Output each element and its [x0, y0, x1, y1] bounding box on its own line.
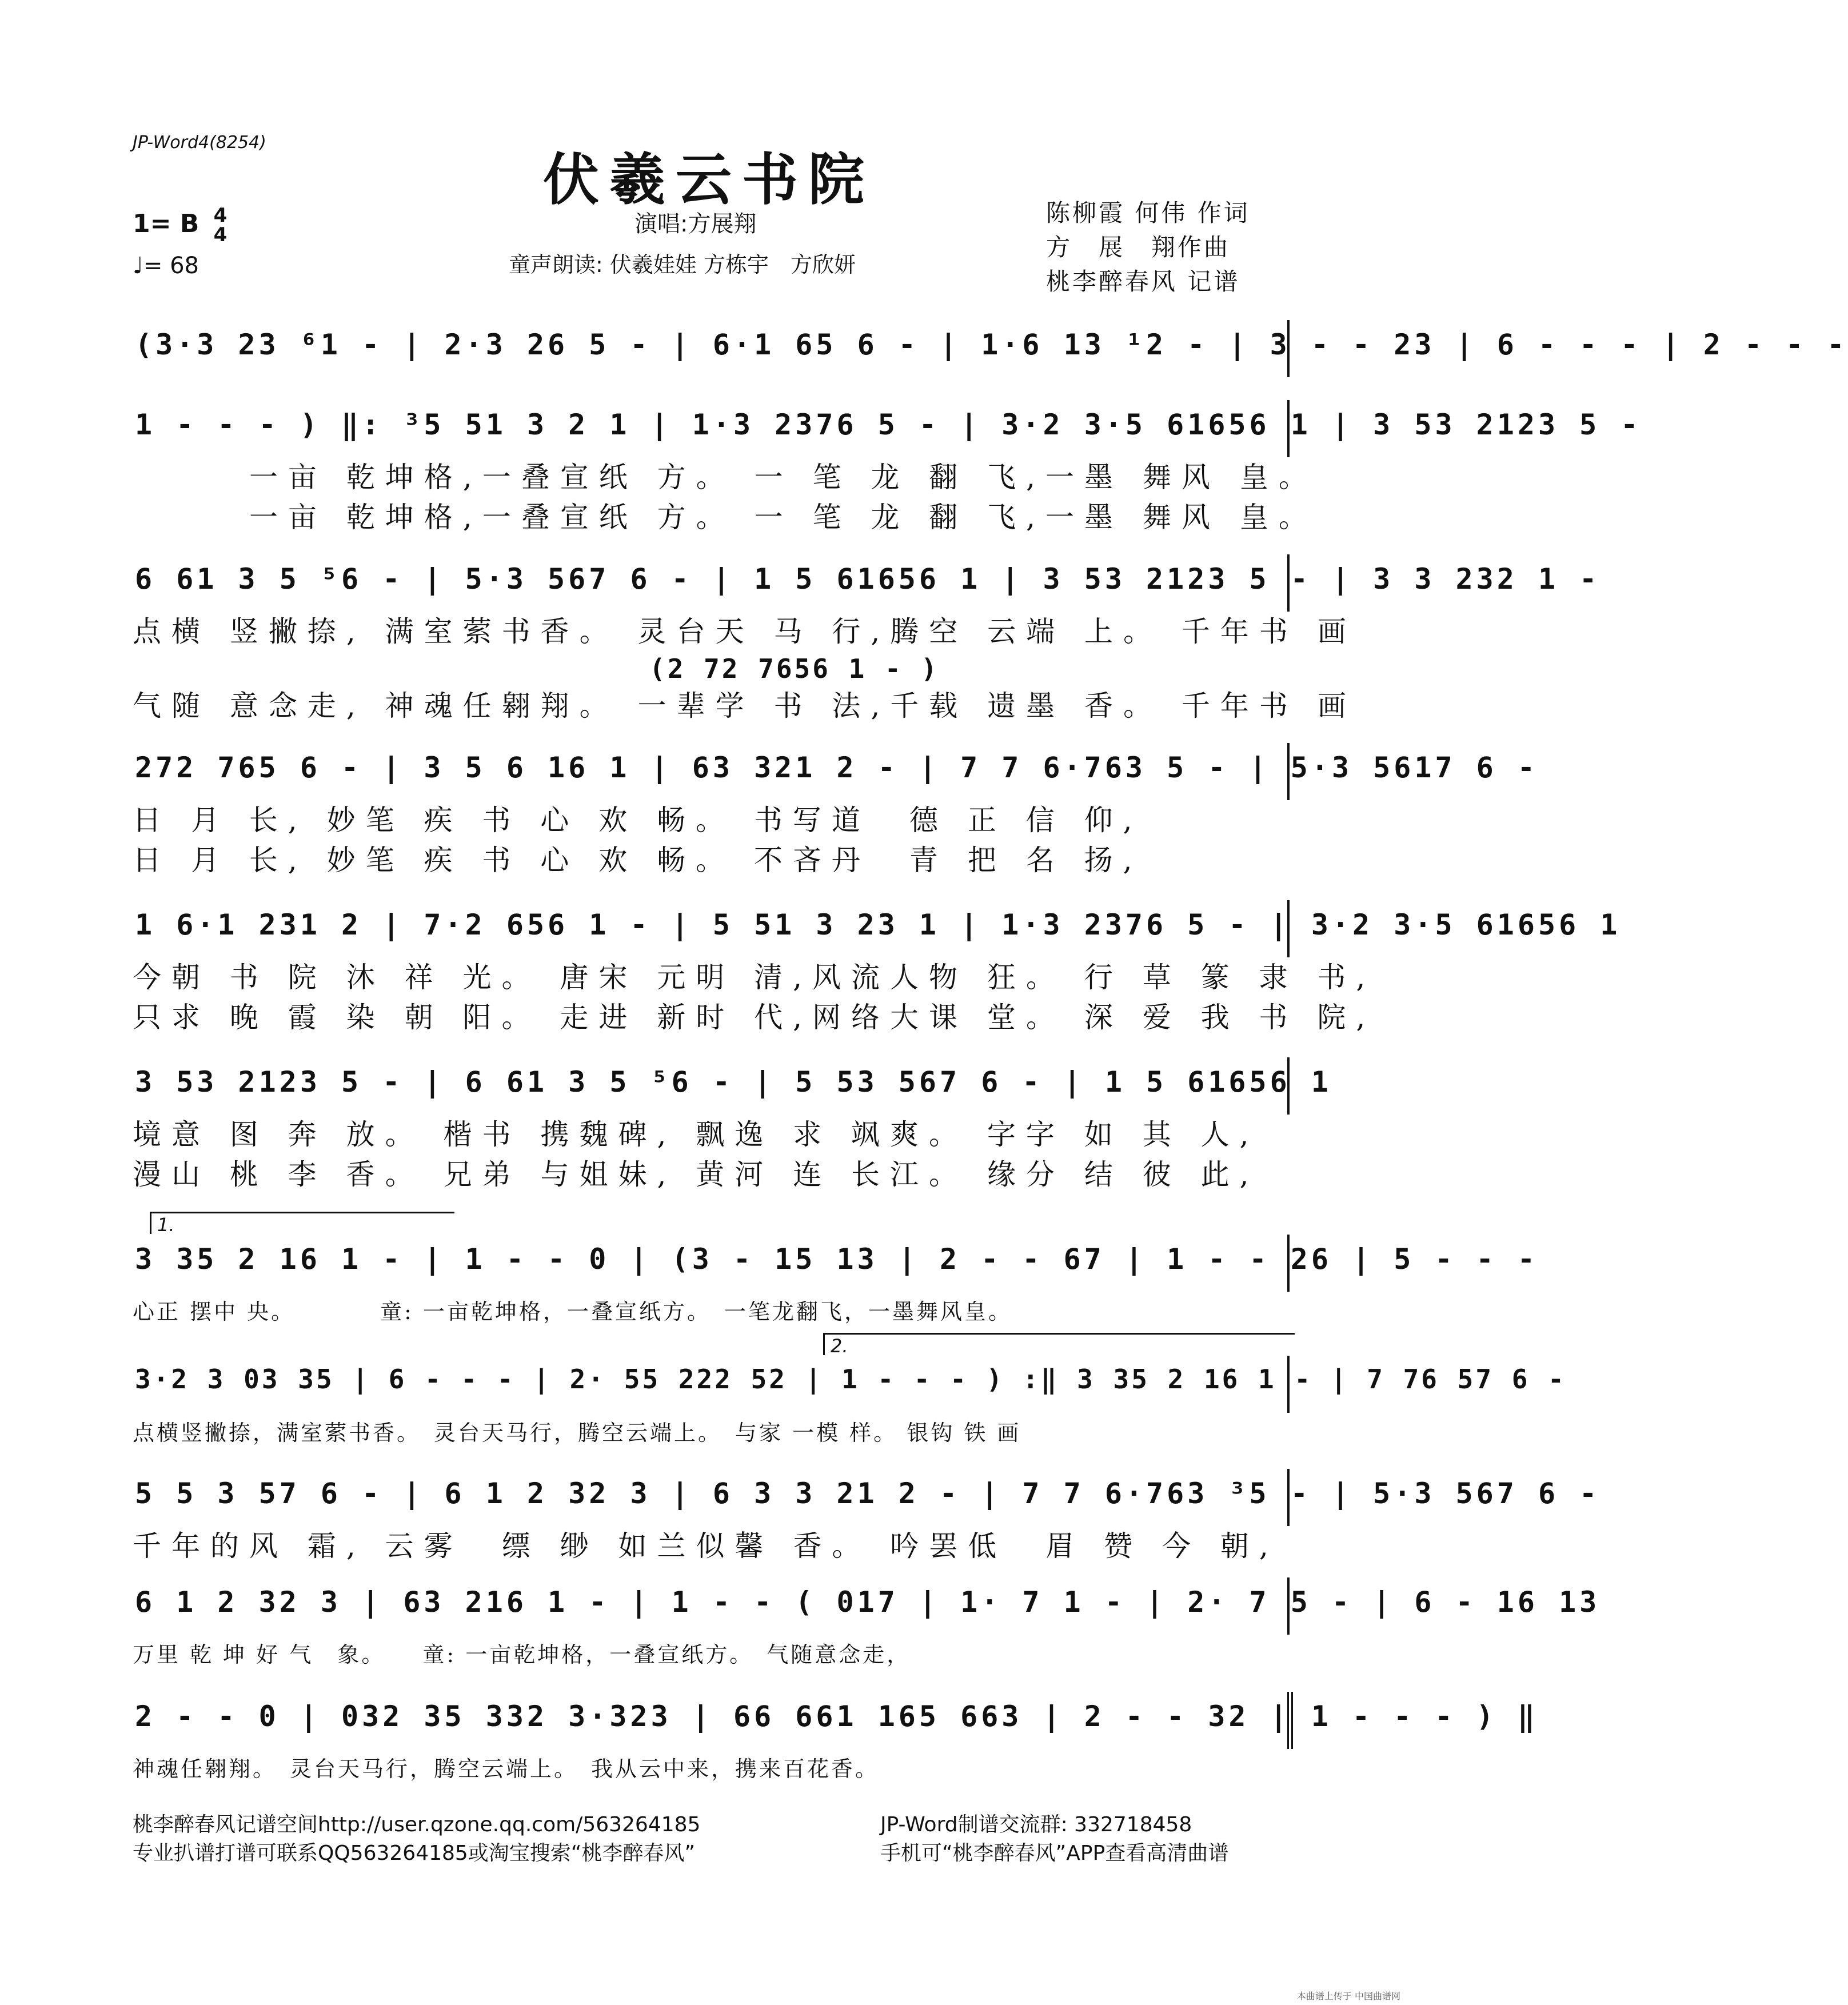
footer-right [880, 1811, 1228, 1868]
system-10 [133, 1577, 1600, 1675]
interlude-notation: (2 72 7656 1 - ) [135, 653, 940, 684]
site-watermark: 本曲谱上传于 中国曲谱网 [1296, 1991, 1400, 2002]
footer-contact: 专业扒谱打谱可联系QQ563264185或淘宝搜索“桃李醉春风” [133, 1842, 696, 1865]
lyric-line: 点横竖撇捺，满室萦书香。 灵台天马行，腾空云端上。 与家 一模 样。 银钩 铁 画 [133, 1420, 1021, 1445]
second-ending-bracket: 2. [823, 1333, 1295, 1355]
system-8 [133, 1356, 1566, 1453]
notation-line [133, 1469, 1600, 1526]
system-3 [133, 554, 1600, 652]
notation-line [133, 320, 1848, 377]
system-4 [133, 743, 1538, 880]
notation-text: 2 - - 0 | 032 35 332 3·323 | 66 661 165 663 | 2 - - 32 | 1 - - - ) ‖ [135, 1700, 1538, 1733]
lyric-line: 神魂任翱翔。 灵台天马行，腾空云端上。 我从云中来，携来百花香。 [133, 1756, 880, 1782]
readers-credit: 童声朗读: 伏羲娃娃 方栋宇 方欣妍 [509, 252, 856, 277]
notation-text: 3·2 3 03 35 | 6 - - - | 2· 55 222 52 | 1 - - - ) :‖ 3 35 2 16 1 - | 7 76 57 6 - [135, 1364, 1566, 1395]
lyric-verse-1: 境意 图 奔 放。 楷书 携魏碑, 飘逸 求 飒爽。 字字 如 其 人, [133, 1118, 1259, 1151]
notation-text: 1 - - - ) ‖: ³5 51 3 2 1 | 1·3 2376 5 - | 3·2 3·5 61656 1 | 3 53 2123 5 - [135, 408, 1642, 441]
key-signature [133, 206, 227, 245]
tempo-marking: ♩= 68 [133, 253, 199, 279]
notation-line [133, 1235, 1538, 1292]
lyricist-credit: 陈柳霞 何伟 作词 [1046, 199, 1250, 227]
notation-text: 5 5 3 57 6 - | 6 1 2 32 3 | 6 3 3 21 2 - | 7 7 6·763 ³5 - | 5·3 567 6 - [135, 1477, 1600, 1510]
system-6 [133, 1057, 1332, 1195]
system-5 [133, 900, 1621, 1037]
notation-line [133, 400, 1642, 457]
lyric-verse-1: 日 月 长, 妙笔 疾 书 心 欢 畅。 书写道 德 正 信 仰, [133, 804, 1143, 837]
notation-text: 1 6·1 231 2 | 7·2 656 1 - | 5 51 3 23 1 | 1·3 2376 5 - | 3·2 3·5 61656 1 [135, 908, 1621, 941]
system-3b [133, 646, 1356, 726]
notation-line [133, 743, 1538, 800]
system-2 [133, 400, 1642, 537]
notation-line [133, 900, 1621, 957]
notation-line [133, 1356, 1566, 1413]
lyric-line: 千年的风 霜, 云雾 缥 缈 如兰似馨 香。 吟罢低 眉 赞 今 朝, [133, 1529, 1279, 1563]
footer-left [133, 1811, 700, 1868]
system-11 [133, 1692, 1538, 1789]
singer-credit: 演唱:方展翔 [634, 211, 757, 237]
lyric-verse-2: 只求 晚 霞 染 朝 阳。 走进 新时 代,网络大课 堂。 深 爱 我 书 院, [133, 1001, 1376, 1034]
notation-text: 3 35 2 16 1 - | 1 - - 0 | (3 - 15 13 | 2 - - 67 | 1 - - 26 | 5 - - - [135, 1243, 1538, 1276]
time-top: 4 [213, 204, 227, 227]
lyric-verse-2: 气随 意念走, 神魂任翱翔。 一辈学 书 法,千载 遗墨 香。 千年书 画 [133, 689, 1356, 722]
notation-text: 272 765 6 - | 3 5 6 16 1 | 63 321 2 - | 7 7 6·763 5 - | 5·3 5617 6 - [135, 751, 1538, 784]
time-bottom: 4 [213, 223, 227, 246]
time-signature [214, 206, 227, 245]
system-7 [133, 1235, 1538, 1332]
notation-text: 6 61 3 5 ⁵6 - | 5·3 567 6 - | 1 5 61656 1 | 3 53 2123 5 - | 3 3 232 1 - [135, 562, 1600, 596]
system-9 [133, 1469, 1600, 1566]
lyric-verse-2: 一亩 乾坤格,一叠宣纸 方。 一 笔 龙 翻 飞,一墨 舞风 皇。 [133, 501, 1318, 534]
first-ending-bracket: 1. [150, 1212, 454, 1234]
notation-line [133, 1577, 1600, 1635]
lyric-verse-2: 日 月 长, 妙笔 疾 书 心 欢 畅。 不吝丹 青 把 名 扬, [133, 844, 1143, 877]
transcriber-credit: 桃李醉春风 记谱 [1046, 267, 1240, 295]
composer-credit: 方 展 翔作曲 [1046, 233, 1231, 261]
lyric-verse-1: 今朝 书 院 沐 祥 光。 唐宋 元明 清,风流人物 狂。 行 草 篆 隶 书, [133, 961, 1376, 994]
song-title: 伏羲云书院 [542, 147, 875, 213]
notation-text: 6 1 2 32 3 | 63 216 1 - | 1 - - ( 017 | 1· 7 1 - | 2· 7 5 - | 6 - 16 13 [135, 1585, 1600, 1619]
lyric-line: 万里 乾 坤 好 气 象。 童: 一亩乾坤格，一叠宣纸方。 气随意念走， [133, 1642, 911, 1667]
software-version: JP-Word4(8254) [133, 133, 266, 153]
notation-line [133, 1057, 1332, 1115]
notation-text: 3 53 2123 5 - | 6 61 3 5 ⁵6 - | 5 53 567 6 - | 1 5 61656 1 [135, 1065, 1332, 1099]
footer-app: 手机可“桃李醉春风”APP查看高清曲谱 [880, 1842, 1229, 1865]
footer-qzone-link[interactable]: 桃李醉春风记谱空间http://user.qzone.qq.com/563264185 [133, 1813, 701, 1836]
interlude-line [133, 646, 1287, 686]
notation-line [133, 554, 1600, 612]
lyric-verse-1: 点横 竖撇捺, 满室萦书香。 灵台天 马 行,腾空 云端 上。 千年书 画 [133, 615, 1356, 648]
key-label: 1= B [133, 209, 199, 238]
footer-group: JP-Word制谱交流群: 332718458 [880, 1813, 1192, 1836]
lyric-verse-2: 漫山 桃 李 香。 兄弟 与姐妹, 黄河 连 长江。 缘分 结 彼 此, [133, 1158, 1259, 1191]
lyric-line: 心正 摆中 央。 童: 一亩乾坤格，一叠宣纸方。 一笔龙翻飞，一墨舞风皇。 [133, 1299, 1013, 1324]
notation-text: (3·3 23 ⁶1 - | 2·3 26 5 - | 6·1 65 6 - | 1·6 13 ¹2 - | 3 - - 23 | 6 - - - | 2 - - - [135, 328, 1848, 361]
system-1 [133, 320, 1848, 377]
lyric-verse-1: 一亩 乾坤格,一叠宣纸 方。 一 笔 龙 翻 飞,一墨 舞风 皇。 [133, 461, 1318, 494]
notation-line [133, 1692, 1538, 1749]
